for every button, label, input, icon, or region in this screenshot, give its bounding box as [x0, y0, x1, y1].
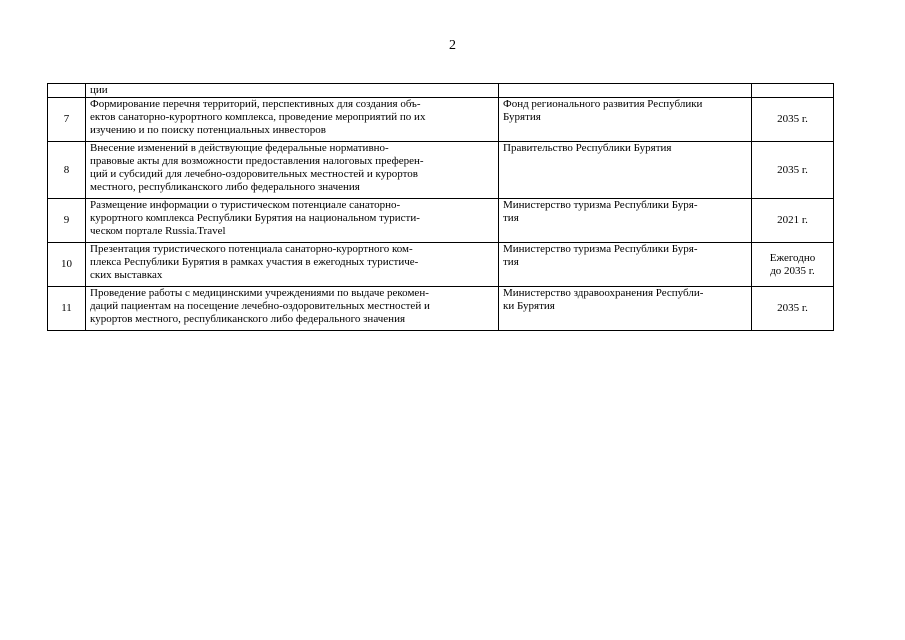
executor-text: Министерство туризма Республики Буря- тия [499, 199, 752, 243]
row-number: 8 [48, 142, 86, 199]
row-number: 9 [48, 199, 86, 243]
table-row [48, 98, 834, 142]
row-number: 7 [48, 98, 86, 142]
term-text: 2021 г. [752, 199, 834, 243]
measure-text: Размещение информации о туристическом потенциале санаторно- курортного комплекса Республики Бурятия на национальном туристи- ческом портале Russia.Travel [86, 199, 499, 243]
executor-text [499, 84, 752, 98]
measure-text: Проведение работы с медицинскими учреждениями по выдаче рекомен- даций пациентам на посещение лечебно-оздоровительных местностей и курортов местного, республиканского либо федерального значения [86, 287, 499, 331]
measure-text: ции [86, 84, 499, 98]
table-row [48, 142, 834, 199]
page-number: 2 [449, 38, 456, 53]
measure-text: Внесение изменений в действующие федеральные нормативно- правовые акты для возможности предоставления налоговых преферен- ций и субсидий для лечебно-оздоровительных местностей и курортов местного, республиканского либо федерального значения [86, 142, 499, 199]
term-text: Ежегодно до 2035 г. [752, 243, 834, 287]
row-number: 10 [48, 243, 86, 287]
executor-text: Фонд регионального развития Республики Бурятия [499, 98, 752, 142]
table-row [48, 199, 834, 243]
term-text [752, 84, 834, 98]
row-number [48, 84, 86, 98]
measures-table [47, 83, 834, 331]
table-row [48, 243, 834, 287]
term-text: 2035 г. [752, 98, 834, 142]
term-text: 2035 г. [752, 142, 834, 199]
measure-text: Формирование перечня территорий, перспективных для создания объ- ектов санаторно-курортного комплекса, проведение мероприятий по их изучению и по поиску потенциальных инвесторов [86, 98, 499, 142]
term-text: 2035 г. [752, 287, 834, 331]
row-number: 11 [48, 287, 86, 331]
table-row [48, 287, 834, 331]
executor-text: Министерство туризма Республики Буря- тия [499, 243, 752, 287]
executor-text: Министерство здравоохранения Республи- ки Бурятия [499, 287, 752, 331]
measure-text: Презентация туристического потенциала санаторно-курортного ком- плекса Республики Бурятия в рамках участия в ежегодных туристиче- ских выставках [86, 243, 499, 287]
table-row [48, 84, 834, 98]
executor-text: Правительство Республики Бурятия [499, 142, 752, 199]
